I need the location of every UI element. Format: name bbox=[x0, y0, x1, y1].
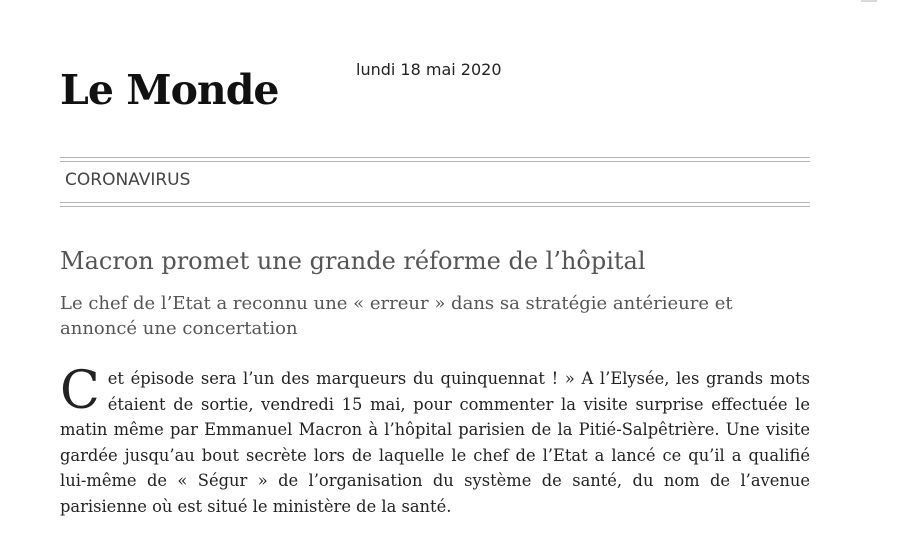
publication-date: lundi 18 mai 2020 bbox=[356, 60, 502, 79]
brand-logo: Le Monde bbox=[60, 66, 279, 114]
divider bbox=[60, 206, 810, 207]
article-body-text: et épisode sera l’un des marqueurs du quinquennat ! » A l’Elysée, les grands mots étaient de sortie, vendredi 15 mai, pour commenter la visite surprise effectuée le matin même par Emmanuel Macron à l’hôpital parisien de la Pitié-Salpêtrière. Une visite gardée jusqu’au bout secrète lors de laquelle le chef de l’Etat a lancé ce qu’il a qualifié lui-même de « Ségur » de l’organisation du système de santé, du nom de l’avenue parisienne où est situé le ministère de la santé. bbox=[60, 369, 810, 516]
divider bbox=[60, 202, 810, 203]
divider bbox=[60, 157, 810, 158]
corner-mark bbox=[861, 0, 877, 2]
article-subheadline: Le chef de l’Etat a reconnu une « erreur » dans sa stratégie antérieure et annoncé une concertation bbox=[60, 293, 733, 339]
divider bbox=[60, 161, 810, 162]
article-headline: Macron promet une grande réforme de l’hôpital bbox=[60, 247, 646, 275]
drop-cap: C bbox=[60, 361, 100, 421]
section-label: CORONAVIRUS bbox=[65, 170, 191, 190]
article-body bbox=[60, 361, 810, 519]
